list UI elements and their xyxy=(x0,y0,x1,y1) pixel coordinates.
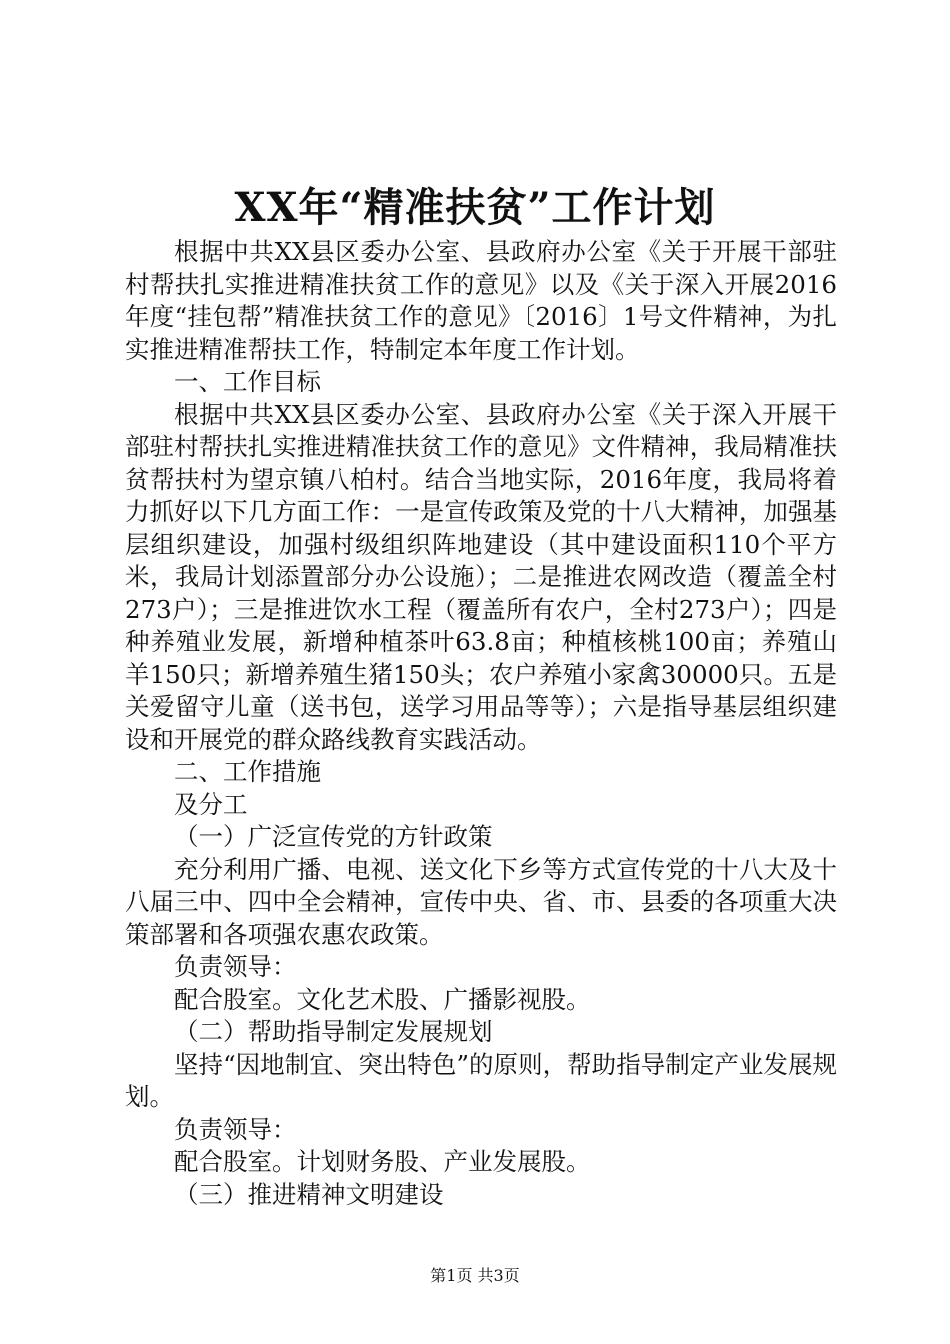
responsible-leader-1: 负责领导： xyxy=(174,952,297,981)
responsible-leader-2: 负责领导： xyxy=(174,1114,297,1144)
goals-paragraph: 根据中共XX县区委办公室、县政府办公室《关于深入开展干部驻村帮扶扎实推进精准扶贫工作的意见》文件精神，我局精准扶贫帮扶村为望京镇八柏村。结合当地实际，2016年度，我局将着力抓好以下几方面工作：一是宣传政策及党的十八大精神，加强基层组织建设，加强村级组织阵地建设（其中建设面积110个平方米，我局计划添置部分办公设施）；二是推进农网改造（覆盖全村273户）；三是推进饮水工程（覆盖所有农户，全村273户）；四是种养殖业发展，新增种植茶叶63.8亩；种植核桃100亩；养殖山羊150只；新增养殖生猪150头；农户养殖小家禽30000只。五是关爱留守儿童（送书包，送学习用品等等）；六是指导基层组织建设和开展党的群众路线教育实践活动。 xyxy=(125,399,837,754)
subsection-heading-1: （一）广泛宣传党的方针政策 xyxy=(174,822,493,851)
page-number-footer: 第1页 共3页 xyxy=(430,1266,520,1285)
document-title: XX年“精准扶贫”工作计划 xyxy=(234,184,716,231)
section-heading-goals: 一、工作目标 xyxy=(174,367,321,396)
intro-paragraph: 根据中共XX县区委办公室、县政府办公室《关于开展干部驻村帮扶扎实推进精准扶贫工作的意见》以及《关于深入开展2016年度“挂包帮”精准扶贫工作的意见》〔2016〕1号文件精神，为扎实推进精准帮扶工作，特制定本年度工作计划。 xyxy=(125,237,837,364)
section-heading-measures: 二、工作措施 xyxy=(174,757,321,786)
subsection-heading-3: （三）推进精神文明建设 xyxy=(174,1179,444,1209)
cooperating-departments-2: 配合股室。计划财务股、产业发展股。 xyxy=(174,1147,591,1176)
cooperating-departments-1: 配合股室。文化艺术股、广播影视股。 xyxy=(174,984,591,1014)
document-body xyxy=(125,236,837,1211)
subsection-heading-2: （二）帮助指导制定发展规划 xyxy=(174,1017,493,1046)
section-heading-measures-cont: 及分工 xyxy=(174,789,248,819)
subsection-1-paragraph: 充分利用广播、电视、送文化下乡等方式宣传党的十八大及十八届三中、四中全会精神，宣传中央、省、市、县委的各项重大决策部署和各项强农惠农政策。 xyxy=(125,854,837,949)
subsection-2-paragraph: 坚持“因地制宜、突出特色”的原则，帮助指导制定产业发展规划。 xyxy=(125,1049,837,1111)
